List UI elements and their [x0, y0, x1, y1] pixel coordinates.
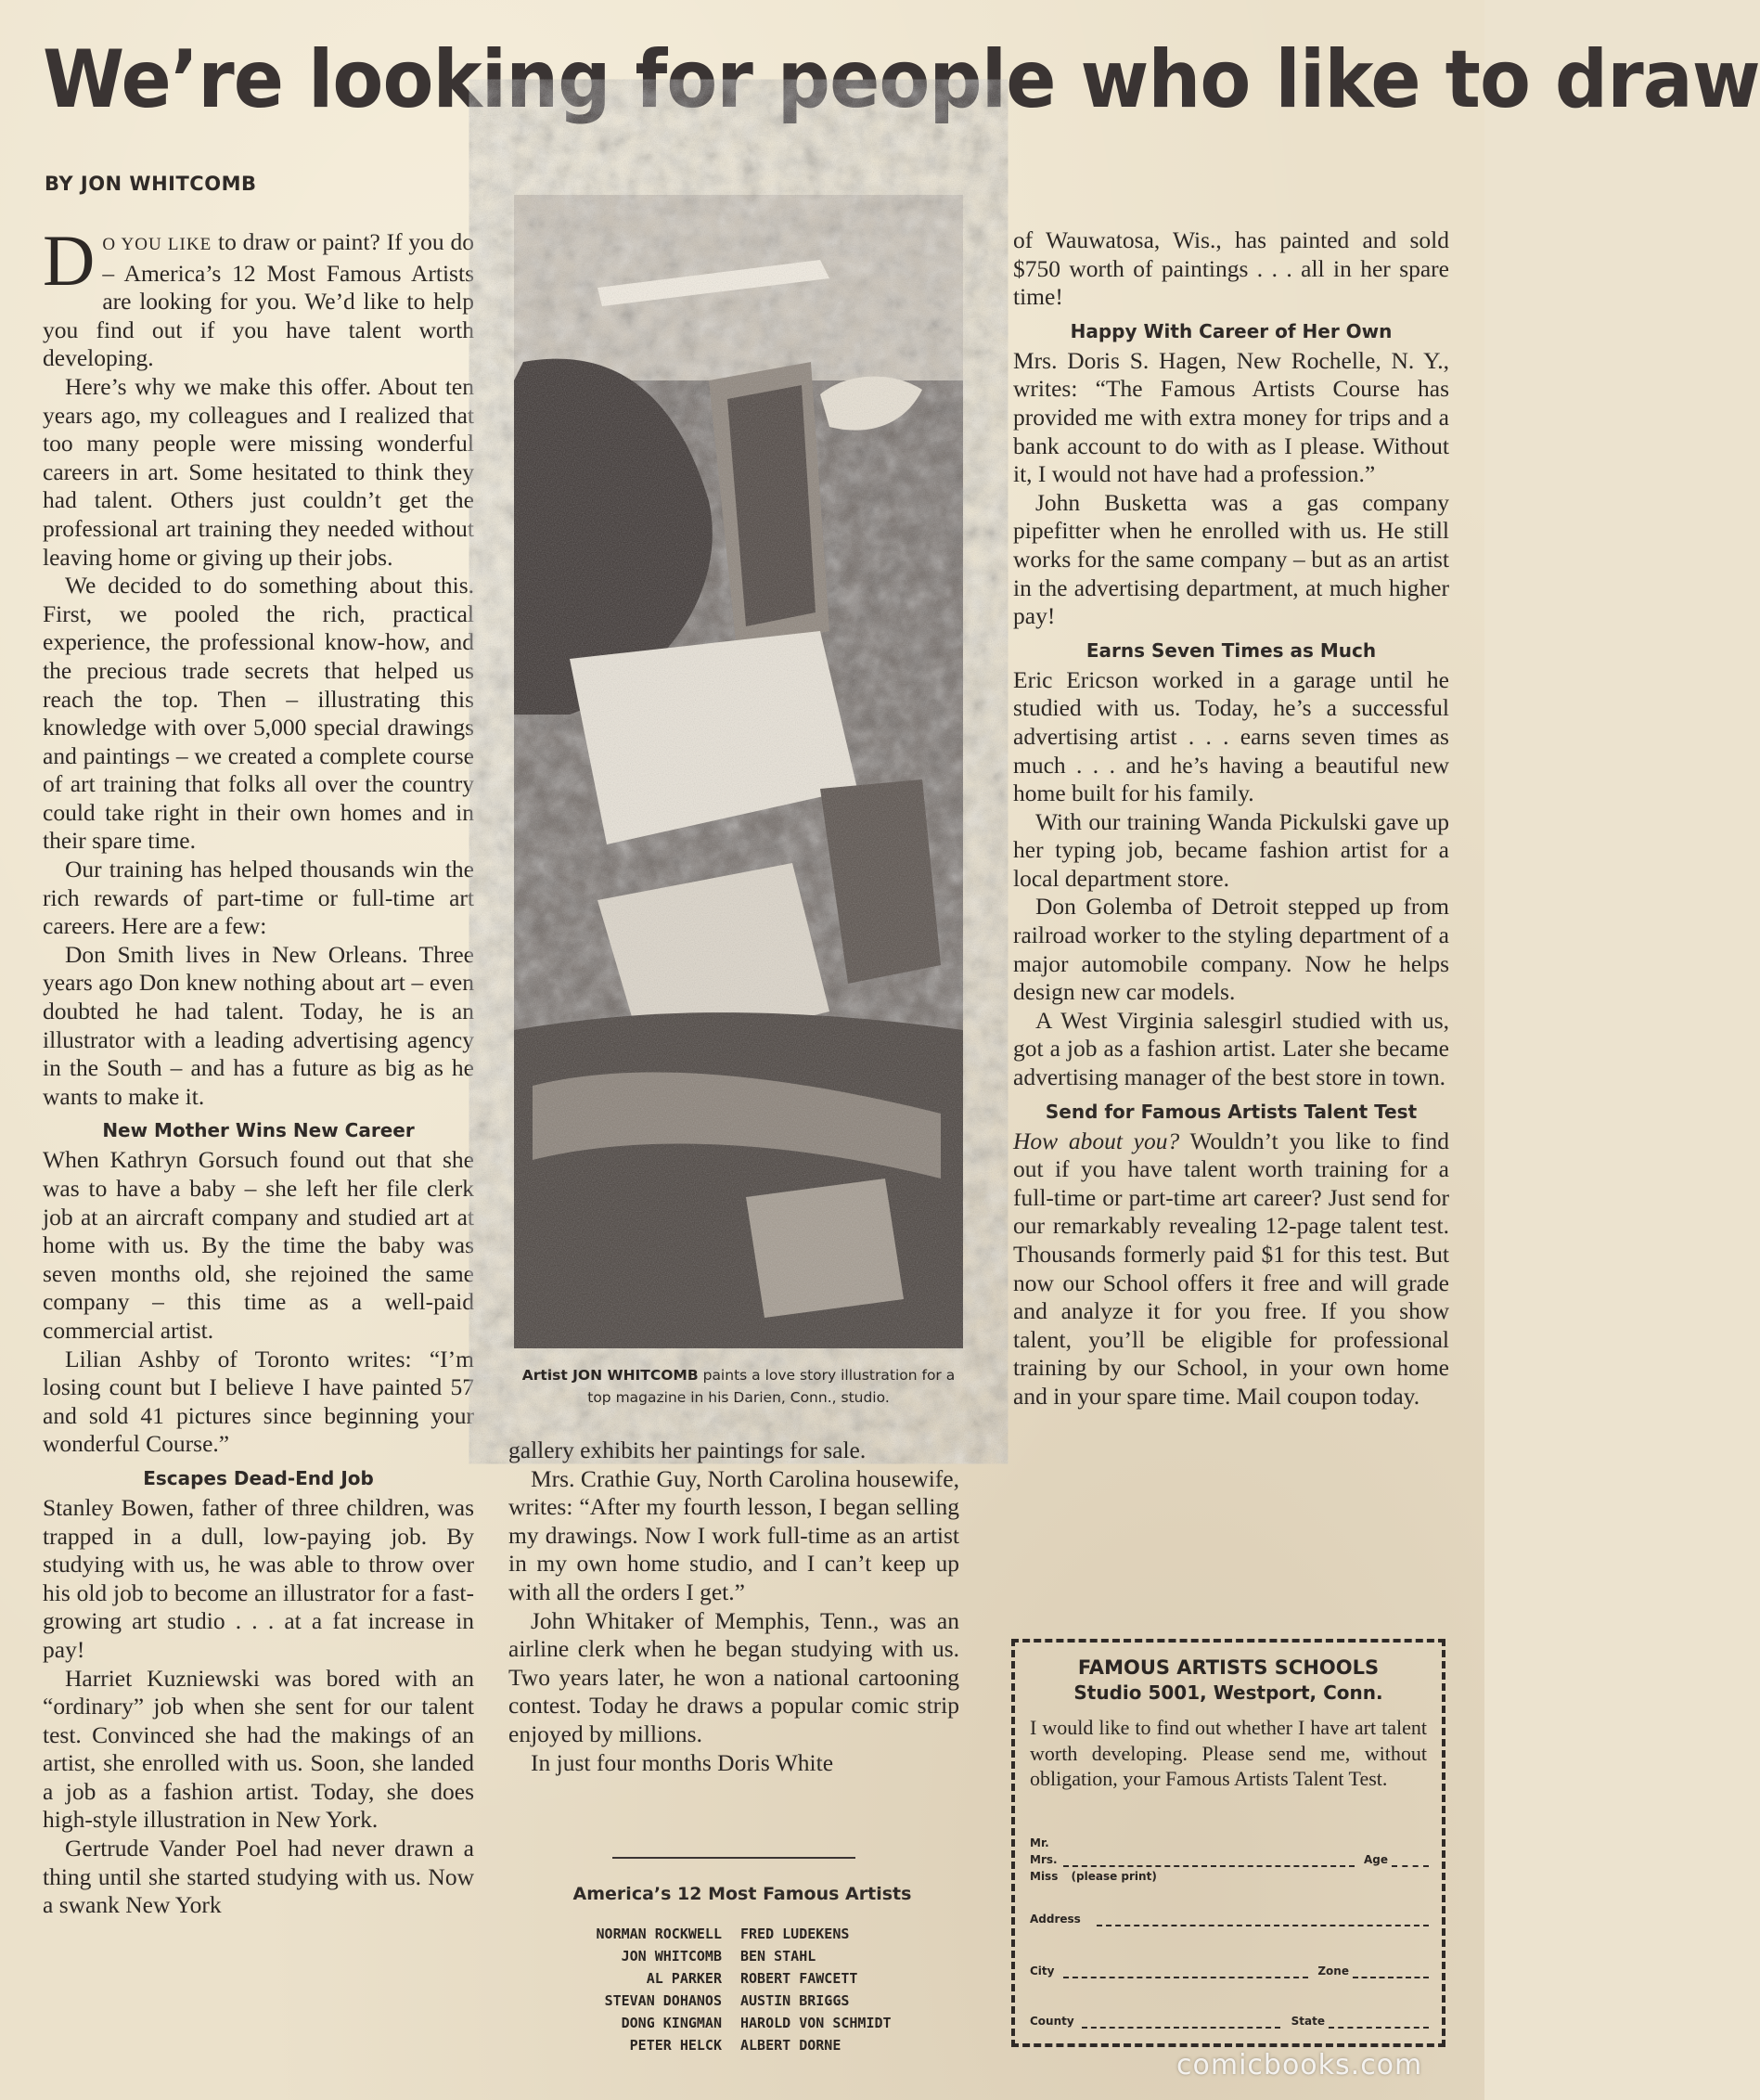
state-line[interactable] — [1329, 2027, 1429, 2029]
article-column-1 — [43, 220, 474, 1920]
artist-name: JON WHITCOMB — [621, 1948, 722, 1965]
artist-photo — [514, 195, 963, 1348]
artist-name: ALBERT DORNE — [740, 2037, 841, 2054]
artist-name: BEN STAHL — [740, 1948, 816, 1965]
intro-text: to draw or paint? If you do – America’s 12 Most Famous Artists are looking for you. We’d like to help you find out if you have talent worth developing. — [43, 228, 474, 372]
caption-bold: Artist JON WHITCOMB — [521, 1367, 699, 1384]
coupon-field-miss — [1030, 1869, 1429, 1886]
artist-name: FRED LUDEKENS — [740, 1926, 850, 1942]
paragraph — [1013, 1127, 1449, 1411]
paragraph: Lilian Ashby of Toronto writes: “I’m losing count but I believe I have painted 57 and sold 41 pictures since beginning your wonderful Course.” — [43, 1345, 474, 1458]
photo-caption — [516, 1364, 961, 1409]
intro-smallcaps: O YOU LIKE — [102, 235, 212, 254]
coupon-field-mr — [1030, 1836, 1429, 1852]
subheading: Happy With Career of Her Own — [1070, 319, 1393, 342]
address-line[interactable] — [1097, 1925, 1429, 1926]
subheading: Send for Famous Artists Talent Test — [1045, 1100, 1418, 1123]
subheading: Earns Seven Times as Much — [1086, 638, 1377, 662]
coupon-field-county[interactable] — [1030, 2014, 1429, 2030]
divider — [612, 1857, 855, 1859]
drop-cap: D — [43, 220, 96, 301]
mail-coupon[interactable] — [1011, 1639, 1445, 2047]
paragraph: Here’s why we make this offer. About ten years ago, my colleagues and I realized that too many people were missing wonderful careers in art. Some hesitated to think they had talent. Others just couldn’t get the professional art training they needed without leaving home or giving up their jobs. — [43, 372, 474, 571]
paragraph: of Wauwatosa, Wis., has painted and sold $750 worth of paintings . . . all in her spare time! — [1013, 226, 1449, 311]
subheading: Escapes Dead-End Job — [143, 1466, 374, 1489]
artist-name: ROBERT FAWCETT — [740, 1970, 858, 1987]
zone-label: Zone — [1317, 1965, 1349, 1978]
photo-illustration — [514, 195, 963, 1348]
artist-name: PETER HELCK — [629, 2037, 722, 2054]
paragraph-text: Wouldn’t you like to find out if you have talent worth training for a full-time or part-time art career? Just send for our remarkably revealing 12-page talent test. Thousands formerly paid $1 for this test. But now our School offers it free and will grade and analyze it for you free. If you show talent, you’ll be eligible for professional training by our School, in your own home and in your spare time. Mail coupon today. — [1013, 1127, 1450, 1410]
headline: We’re looking for people who like to draw — [43, 33, 1760, 126]
caption-text: paints a love story illustration for a top magazine in his Darien, Conn., studio. — [587, 1367, 956, 1406]
artists-list — [508, 1924, 982, 2055]
coupon-school-name: FAMOUS ARTISTS SCHOOLS — [1077, 1656, 1380, 1679]
paragraph: Harriet Kuzniewski was bored with an “ordinary” job when she sent for our talent test. Convinced she had the makings of an artist, she enrolled with us. Soon, she landed a job as a fashion artist. Today, she does high-style illustration in New York. — [43, 1664, 474, 1834]
italic-lead: How about you? — [1013, 1127, 1180, 1154]
paragraph: John Busketta was a gas company pipefitter when he enrolled with us. He still works for the same company – but as an artist in the advertising department, at much higher pay! — [1013, 488, 1449, 630]
paragraph: John Whitaker of Memphis, Tenn., was an airline clerk when he began studying with us. Two years later, he won a national cartooning contest. Today he draws a popular comic strip enjoyed by millions. — [508, 1606, 959, 1747]
coupon-text: I would like to find out whether I have art talent worth developing. Please send me, without obligation, your Famous Artists Talent Test. — [1030, 1716, 1427, 1790]
paragraph: When Kathryn Gorsuch found out that she was to have a baby – she left her file clerk job at an aircraft company and studied art at home with us. By the time the baby was seven months old, she rejoined the same company – this time as a well-paid commercial artist. — [43, 1146, 474, 1344]
article-column-2 — [508, 1437, 959, 1777]
paragraph: Don Smith lives in New Orleans. Three years ago Don knew nothing about art – even doubted he had talent. Today, he is an illustrator with a leading advertising agency in the South – and has a future as big as he wants to make it. — [43, 940, 474, 1110]
artist-name: DONG KINGMAN — [621, 2015, 722, 2031]
watermark: comicbooks.com — [1176, 2049, 1423, 2081]
age-line[interactable] — [1392, 1865, 1429, 1867]
paragraph: With our training Wanda Pickulski gave up her typing job, became fashion artist for a local department store. — [1013, 807, 1449, 892]
artist-name: STEVAN DOHANOS — [604, 1992, 722, 2009]
byline: BY JON WHITCOMB — [45, 173, 257, 195]
artist-name: NORMAN ROCKWELL — [596, 1926, 722, 1942]
paragraph: gallery exhibits her paintings for sale. — [508, 1437, 867, 1463]
paragraph: Don Golemba of Detroit stepped up from railroad worker to the styling department of a major automobile company. Now he helps design new car models. — [1013, 893, 1449, 1006]
coupon-field-address[interactable] — [1030, 1912, 1429, 1928]
artists-title: America’s 12 Most Famous Artists — [572, 1884, 912, 1904]
intro-paragraph — [43, 220, 474, 373]
paragraph: A West Virginia salesgirl studied with us, got a job as a fashion artist. Later she became advertising manager of the best store in town. — [1013, 1006, 1449, 1091]
miss-label: Miss — [1030, 1870, 1059, 1883]
age-label: Age — [1363, 1853, 1388, 1866]
name-line[interactable] — [1063, 1865, 1355, 1867]
city-label: City — [1030, 1965, 1055, 1978]
artist-name: HAROLD VON SCHMIDT — [740, 2015, 892, 2031]
subheading: New Mother Wins New Career — [102, 1119, 415, 1142]
paragraph: Our training has helped thousands win the rich rewards of part-time or full-time art careers. Here are a few: — [43, 856, 474, 940]
paragraph: Stanley Bowen, father of three children, was trapped in a dull, low-paying job. By studying with us, he was able to throw over his old job to become an illustrator for a fast-growing art studio . . . at a fat increase in pay! — [43, 1493, 474, 1663]
paragraph: Gertrude Vander Poel had never drawn a thing until she started studying with us. Now a swank New York — [43, 1835, 474, 1919]
mr-label: Mr. — [1030, 1836, 1049, 1849]
paragraph: Mrs. Doris S. Hagen, New Rochelle, N. Y., writes: “The Famous Artists Course has provided me with extra money for trips and a bank account to do with as I please. Without it, I would not have had a profession.” — [1013, 346, 1449, 488]
paragraph: We decided to do something about this. First, we pooled the rich, practical experience, the professional know-how, and the precious trade secrets that helped us reach the top. Then – illustrating this knowledge with over 5,000 special drawings and paintings – we created a complete course of art training that folks all over the country could take right in their own homes and in their spare time. — [43, 572, 474, 855]
artist-name: AL PARKER — [646, 1970, 722, 1987]
coupon-address: Studio 5001, Westport, Conn. — [1073, 1681, 1383, 1704]
state-label: State — [1291, 2015, 1325, 2028]
artist-name: AUSTIN BRIGGS — [740, 1992, 850, 2009]
paragraph: In just four months Doris White — [531, 1748, 834, 1776]
article-column-3 — [1013, 226, 1449, 1411]
county-label: County — [1030, 2015, 1074, 2028]
mrs-label: Mrs. — [1030, 1853, 1058, 1866]
paragraph: Mrs. Crathie Guy, North Carolina housewife, writes: “After my fourth lesson, I began selling my drawings. Now I work full-time as an artist in my own home studio, and I can’t keep up with all the orders I get.” — [508, 1464, 959, 1605]
paragraph: Eric Ericson worked in a garage until he studied with us. Today, he’s a successful advertising artist . . . earns seven times as much . . . and he’s having a beautiful new home built for his family. — [1013, 665, 1449, 807]
county-line[interactable] — [1082, 2027, 1280, 2029]
coupon-field-name[interactable] — [1030, 1852, 1429, 1869]
coupon-field-city[interactable] — [1030, 1964, 1429, 1980]
city-line[interactable] — [1063, 1977, 1308, 1978]
please-print-label: (please print) — [1071, 1870, 1157, 1883]
zone-line[interactable] — [1353, 1977, 1429, 1978]
address-label: Address — [1030, 1913, 1081, 1926]
